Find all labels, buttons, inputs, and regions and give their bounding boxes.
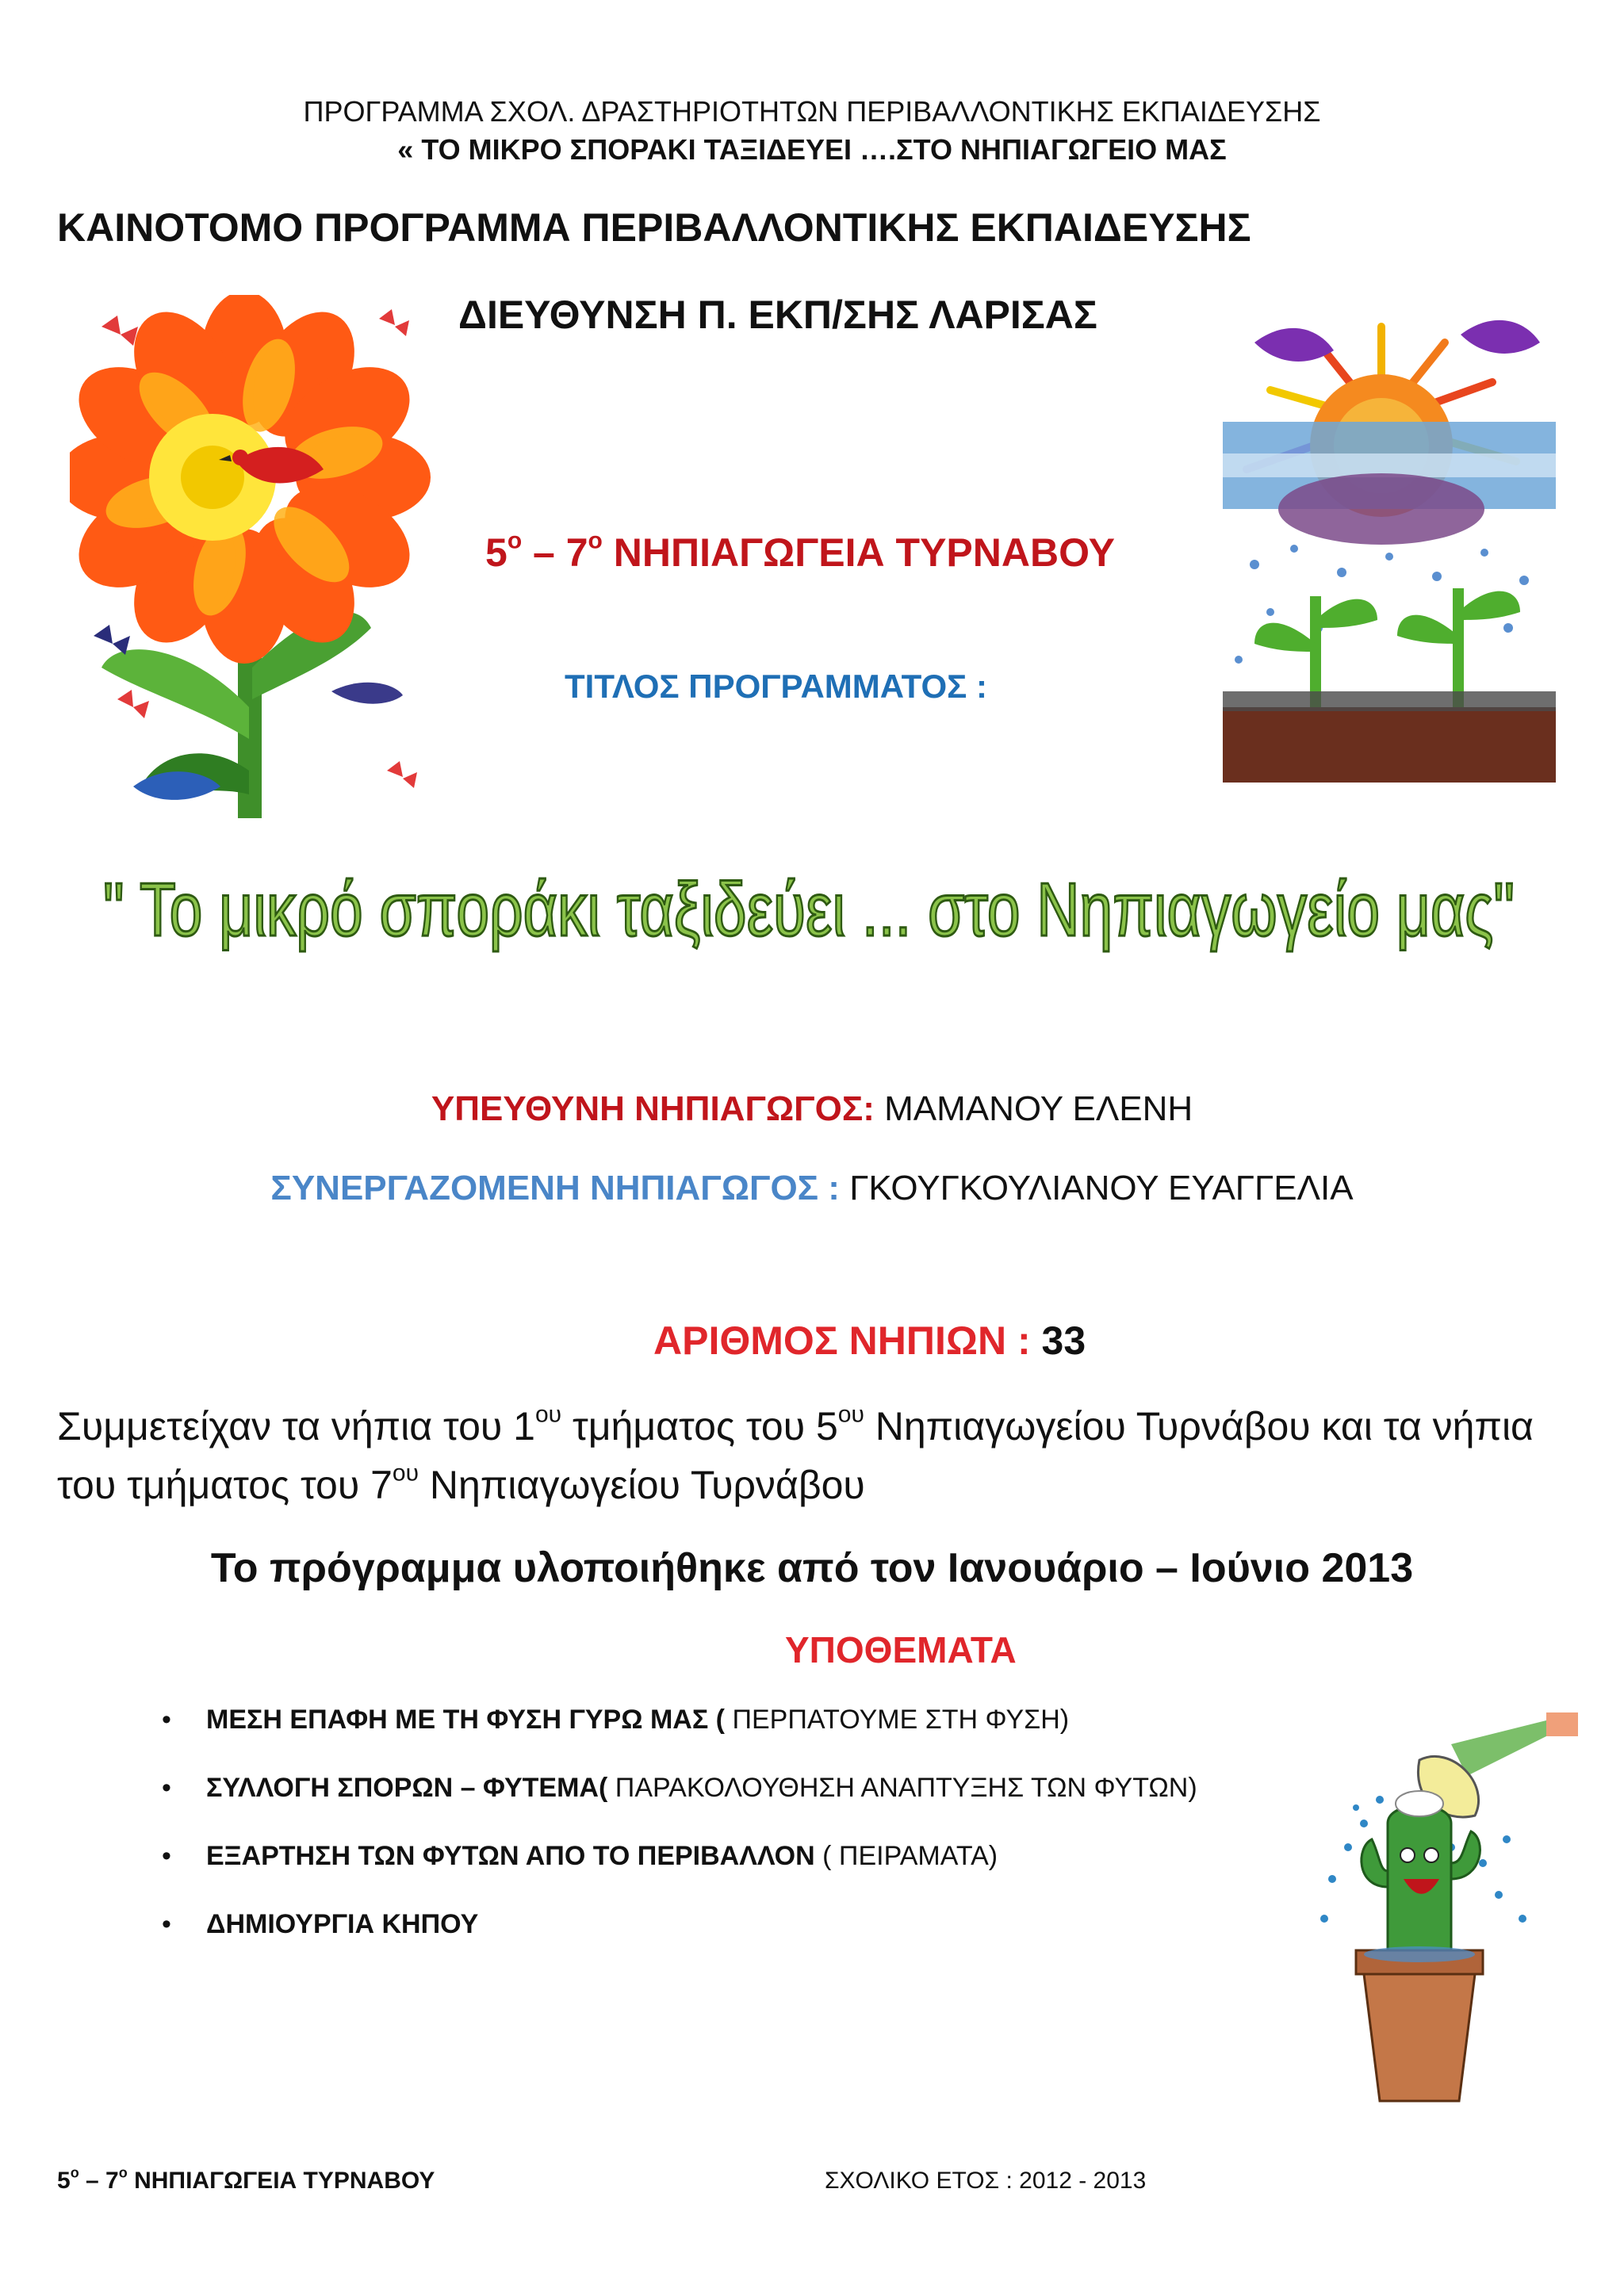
header-line-2: « ΤΟ ΜΙΚΡΟ ΣΠΟΡΑΚΙ ΤΑΞΙΔΕΥΕΙ ….ΣΤΟ ΝΗΠΙΑΓΩΓΕΙΟ ΜΑΣ <box>397 133 1227 166</box>
collaborator-label: ΣΥΝΕΡΓΑΖΟΜΕΝΗ ΝΗΠΙΑΓΩΓΟΣ : <box>270 1169 840 1207</box>
list-item: • ΣΥΛΛΟΓΗ ΣΠΟΡΩΝ – ΦΥΤΕΜΑ( ΠΑΡΑΚΟΛΟΥΘΗΣΗ ΑΝΑΠΤΥΞΗΣ ΤΩΝ ΦΥΤΩΝ) <box>162 1773 1197 1803</box>
implementation-period: Το πρόγραμμα υλοποιήθηκε από τον Ιανουάριο – Ιούνιο 2013 <box>210 1545 1414 1591</box>
list-item: • ΕΞΑΡΤΗΣΗ ΤΩΝ ΦΥΤΩΝ ΑΠΟ ΤΟ ΠΕΡΙΒΑΛΛΟΝ ( ΠΕΙΡΑΜΑΤΑ) <box>162 1841 998 1871</box>
program-title-text: " Το μικρό σποράκι ταξιδεύει ... στο Νηπιαγωγείο μας" <box>103 867 1515 952</box>
cactus-watering-illustration <box>1308 1712 1578 2109</box>
bullet-icon: • <box>162 1841 171 1871</box>
collaborator-name: ΓΚΟΥΓΚΟΥΛΙΑΝΟΥ ΕΥΑΓΓΕΛΙΑ <box>839 1169 1354 1207</box>
children-count-label: ΑΡΙΘΜΟΣ ΝΗΠΙΩΝ : <box>653 1318 1031 1363</box>
bullet-icon: • <box>162 1705 171 1735</box>
program-type-heading: ΚΑΙΝΟΤΟΜΟ ΠΡΟΓΡΑΜΜΑ ΠΕΡΙΒΑΛΛΟΝΤΙΚΗΣ ΕΚΠΑΙΔΕΥΣΗΣ <box>57 205 1251 250</box>
list-item: • ΜΕΣΗ ΕΠΑΦΗ ΜΕ ΤΗ ΦΥΣΗ ΓΥΡΩ ΜΑΣ ( ΠΕΡΠΑΤΟΥΜΕ ΣΤΗ ΦΥΣΗ) <box>162 1705 1070 1735</box>
list-item: • ΔΗΜΙΟΥΡΓΙΑ ΚΗΠΟΥ <box>162 1909 479 1939</box>
title-label: ΤΙΤΛΟΣ ΠΡΟΓΡΑΜΜΑΤΟΣ : <box>565 668 988 705</box>
footer-schools: $5^o - 7^o$ ΝΗΠΙΑΓΩΓΕΙΑ ΤΥΡΝΑΒΟΥ <box>57 2164 435 2194</box>
bullet-icon: • <box>162 1909 171 1939</box>
footer-school-year: ΣΧΟΛΙΚΟ ΕΤΟΣ : 2012 - 2013 <box>825 2168 1147 2194</box>
collaborating-teacher <box>0 1169 1624 1208</box>
sun-seedlings-illustration <box>1223 295 1556 783</box>
header-line-1: ΠΡΟΓΡΑΜΜΑ ΣΧΟΛ. ΔΡΑΣΤΗΡΙΟΤΗΤΩΝ ΠΕΡΙΒΑΛΛΟΝΤΙΚΗΣ ΕΚΠΑΙΔΕΥΣΗΣ <box>303 95 1321 128</box>
topics-heading: ΥΠΟΘΕΜΑΤΑ <box>785 1629 1017 1670</box>
children-count <box>653 1318 1086 1364</box>
directorate-heading: ΔΙΕΥΘΥΝΣΗ Π. ΕΚΠ/ΣΗΣ ΛΑΡΙΣΑΣ <box>458 293 1097 337</box>
responsible-label: ΥΠΕΥΘΥΝΗ ΝΗΠΙΑΓΩΓΟΣ: <box>431 1089 875 1128</box>
flower-illustration <box>70 295 435 818</box>
program-title <box>79 848 1538 967</box>
bullet-icon: • <box>162 1773 171 1803</box>
topics-list <box>162 1705 1197 1977</box>
responsible-teacher <box>0 1089 1624 1129</box>
participation-paragraph: Συμμετείχαν τα νήπια του $1^{o\upsilon}$ τμήματος του $5^{o\upsilon}$ Νηπιαγωγείου Τυρνάβου και τα νήπια του τμήματος του $7^{o\upsilon}$ Νηπιαγωγείου Τυρνάβου <box>57 1401 1534 1507</box>
children-count-value: 33 <box>1030 1318 1086 1363</box>
schools-heading: $5^o - 7^o$ ΝΗΠΙΑΓΩΓΕΙΑ ΤΥΡΝΑΒΟΥ <box>485 527 1115 575</box>
responsible-name: ΜΑΜΑΝΟΥ ΕΛΕΝΗ <box>874 1089 1193 1128</box>
